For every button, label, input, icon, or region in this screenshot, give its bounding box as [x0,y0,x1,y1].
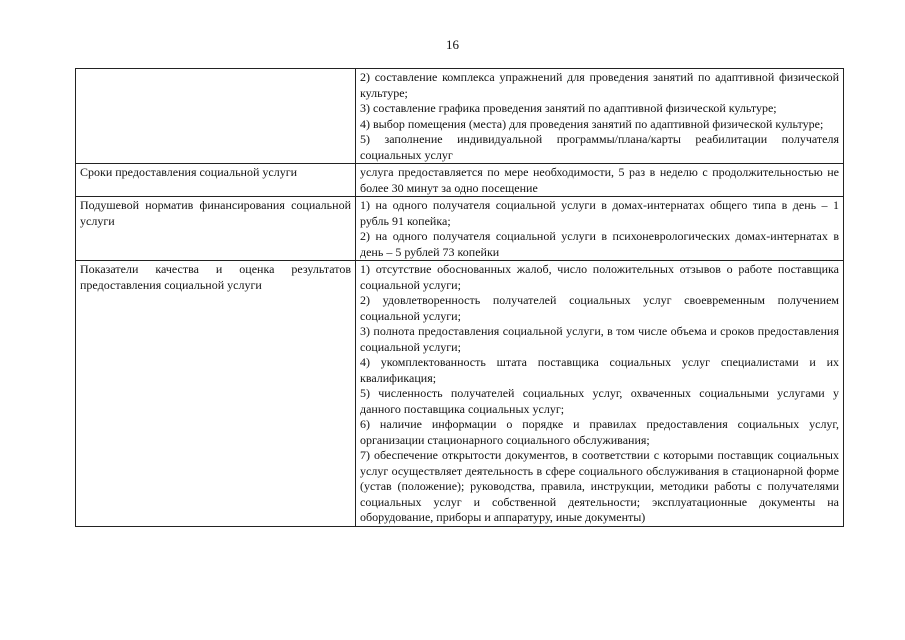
list-item: 2) на одного получателя социальной услуги в психоневрологических домах-интернатах в день – 5 рублей 73 копейки [360,229,839,259]
service-table [75,68,844,527]
table-row [76,69,844,164]
list-item: 2) составление комплекса упражнений для проведения занятий по адаптивной физической культуре; [360,70,839,100]
row-label: Сроки предоставления социальной услуги [76,164,356,197]
table-row [76,164,844,197]
list-item: 2) удовлетворенность получателей социальных услуг своевременным получением социальной услуги; [360,293,839,323]
page-number: 16 [446,37,459,52]
row-content [356,197,844,261]
list-item: 1) на одного получателя социальной услуги в домах-интернатах общего типа в день – 1 рубль 91 копейка; [360,198,839,228]
list-item: 3) составление графика проведения занятий по адаптивной физической культуре; [360,101,777,115]
row-content [356,164,844,197]
row-label: Показатели качества и оценка результатов предоставления социальной услуги [76,261,356,527]
list-item: 5) заполнение индивидуальной программы/плана/карты реабилитации получателя социальных услуг [360,132,839,162]
list-item: 7) обеспечение открытости документов, в соответствии с которыми поставщик социальных услуг осуществляет деятельность в сфере социального обслуживания в стационарной форме (устав (положение); руководства, правила, инструкции, методики работы с получателями социальных услуг и собственной деятельности; эксплуатационные документы на оборудование, приборы и аппаратуру, иные документы) [360,448,839,524]
list-item: 6) наличие информации о порядке и правилах предоставления социальных услуг, организации стационарного социального обслуживания; [360,417,839,447]
row-label: Подушевой норматив финансирования социальной услуги [76,197,356,261]
row-label [76,69,356,164]
list-item: 4) выбор помещения (места) для проведения занятий по адаптивной физической культуре; [360,116,824,131]
row-content [356,69,844,164]
table-row [76,261,844,527]
list-item: 4) укомплектованность штата поставщика социальных услуг специалистами и их квалификация; [360,355,839,385]
list-item: 5) численность получателей социальных услуг, охваченных социальными услугами у данного поставщика социальных услуг; [360,386,839,416]
table-row [76,197,844,261]
list-item: 3) полнота предоставления социальной услуги, в том числе объема и сроков предоставления социальной услуги; [360,324,839,354]
list-item: услуга предоставляется по мере необходимости, 5 раз в неделю с продолжительностью не более 30 минут за одно посещение [360,165,839,195]
list-item: 1) отсутствие обоснованных жалоб, число положительных отзывов о работе поставщика социальной услуги; [360,262,839,292]
row-content [356,261,844,527]
